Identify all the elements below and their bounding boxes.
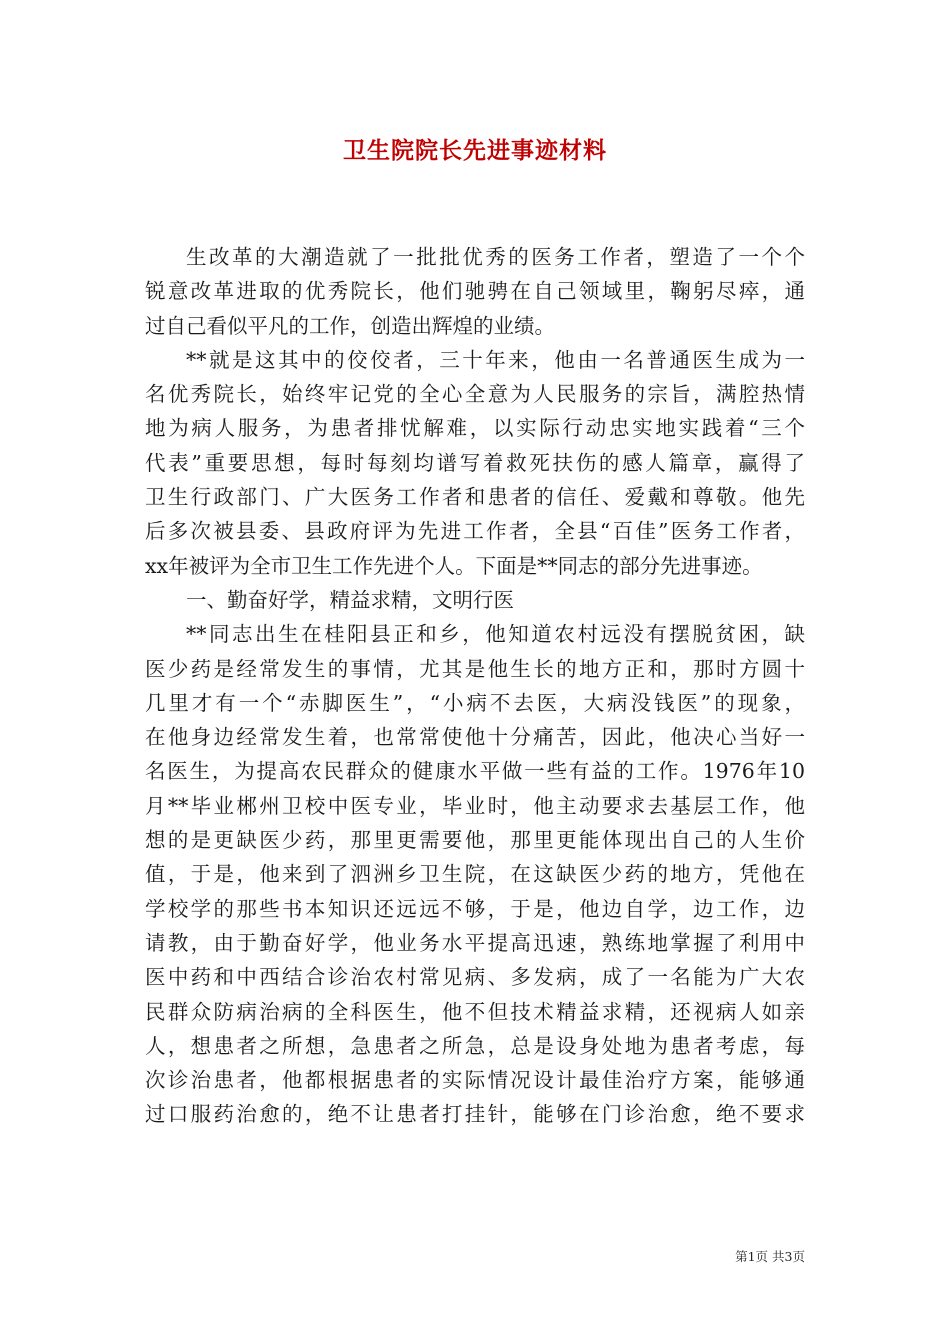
text-line: 医中药和中西结合诊治农村常见病、多发病，成了一名能为广大农: [145, 965, 805, 990]
text-line: 过口服药治愈的，绝不让患者打挂针，能够在门诊治愈，绝不要求: [145, 1102, 805, 1127]
document-title: 卫生院院长先进事迹材料: [343, 137, 607, 164]
text-line: 地为病人服务，为患者排忧解难，以实际行动忠实地实践着“三个: [145, 416, 805, 441]
text-line: 几里才有一个“赤脚医生”，“小病不去医，大病没钱医”的现象，: [145, 690, 805, 715]
text-line: **就是这其中的佼佼者，三十年来，他由一名普通医生成为一: [186, 347, 805, 372]
text-line: 锐意改革进取的优秀院长，他们驰骋在自己领域里，鞠躬尽瘁，通: [145, 279, 805, 304]
text-line: 名医生，为提高农民群众的健康水平做一些有益的工作。1976年10: [145, 759, 805, 784]
text-line: 过自己看似平凡的工作，创造出辉煌的业绩。: [145, 313, 555, 338]
text-line: 医少药是经常发生的事情，尤其是他生长的地方正和，那时方圆十: [145, 656, 805, 681]
text-line: 值，于是，他来到了泗洲乡卫生院，在这缺医少药的地方，凭他在: [145, 862, 805, 887]
text-line: 想的是更缺医少药，那里更需要他，那里更能体现出自己的人生价: [145, 828, 805, 853]
text-line: xx年被评为全市卫生工作先进个人。下面是**同志的部分先进事迹。: [145, 553, 763, 578]
page-number: 第1页 共3页: [735, 1249, 805, 1264]
text-line: 月**毕业郴州卫校中医专业，毕业时，他主动要求去基层工作，他: [145, 793, 805, 818]
text-line: 后多次被县委、县政府评为先进工作者，全县“百佳”医务工作者，: [145, 519, 805, 544]
text-line: 民群众防病治病的全科医生，他不但技术精益求精，还视病人如亲: [145, 999, 805, 1024]
text-line: 学校学的那些书本知识还远远不够，于是，他边自学，边工作，边: [145, 896, 805, 921]
text-line: **同志出生在桂阳县正和乡，他知道农村远没有摆脱贫困，缺: [186, 622, 805, 647]
document-body: [145, 240, 805, 1132]
text-line: 人，想患者之所想，急患者之所急，总是设身处地为患者考虑，每: [145, 1033, 805, 1058]
text-line: 卫生行政部门、广大医务工作者和患者的信任、爱戴和尊敬。他先: [145, 485, 805, 510]
section-heading: 一、勤奋好学，精益求精，文明行医: [186, 587, 514, 612]
text-line: 在他身边经常发生着，也常常使他十分痛苦，因此，他决心当好一: [145, 725, 805, 750]
text-line: 名优秀院长，始终牢记党的全心全意为人民服务的宗旨，满腔热情: [145, 382, 805, 407]
text-line: 代表”重要思想，每时每刻均谱写着救死扶伤的感人篇章，赢得了: [145, 450, 805, 475]
text-line: 请教，由于勤奋好学，他业务水平提高迅速，熟练地掌握了利用中: [145, 930, 805, 955]
text-line: 生改革的大潮造就了一批批优秀的医务工作者，塑造了一个个: [186, 245, 805, 269]
text-line: 次诊治患者，他都根据患者的实际情况设计最佳治疗方案，能够通: [145, 1068, 805, 1093]
